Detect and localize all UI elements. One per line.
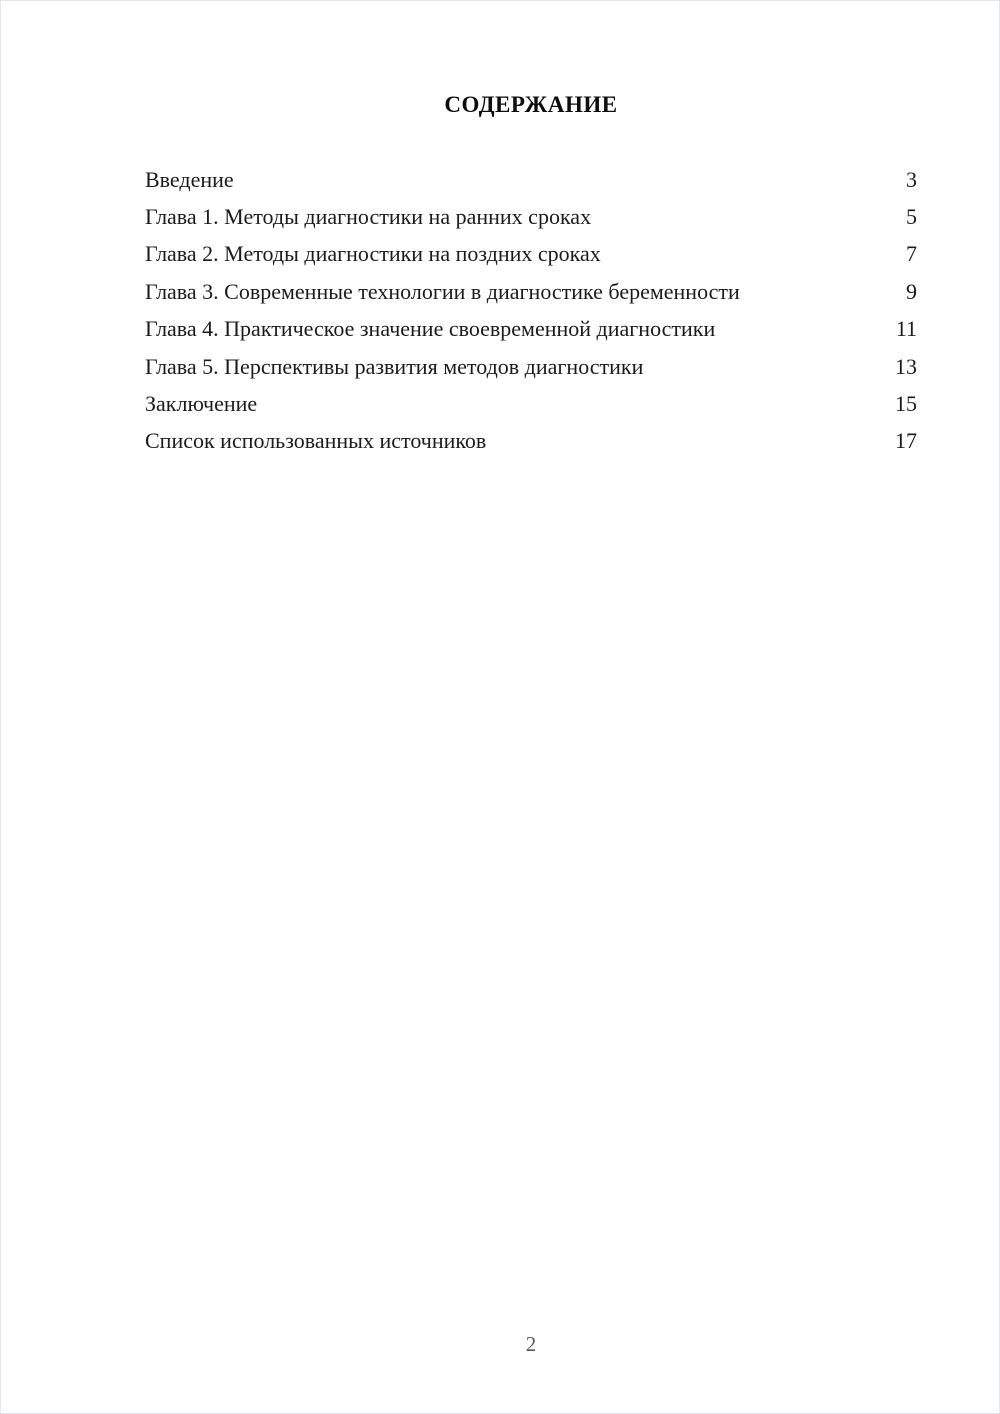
toc-entry-label: Глава 4. Практическое значение своевременной диагностики — [145, 316, 716, 342]
toc-entry-page-number: 3 — [906, 166, 917, 192]
toc-entry-label: Глава 1. Методы диагностики на ранних сроках — [145, 204, 592, 230]
toc-entry-label: Введение — [145, 166, 234, 192]
footer-page-number: 2 — [525, 1332, 537, 1356]
toc-entry — [145, 198, 917, 235]
toc-entry — [145, 273, 917, 310]
toc-entry-page-number: 11 — [895, 316, 917, 342]
toc-entry-page-number: 15 — [895, 391, 917, 417]
page-content — [1, 1, 999, 460]
toc-entry-label: Глава 2. Методы диагностики на поздних сроках — [145, 241, 601, 267]
toc-entry-label: Список использованных источников — [145, 428, 487, 454]
toc-entry — [145, 311, 917, 348]
toc-entry — [145, 236, 917, 273]
toc-entry — [145, 423, 917, 460]
toc-entry-page-number: 5 — [906, 204, 917, 230]
toc-entry-label: Глава 3. Современные технологии в диагностике беременности — [145, 278, 740, 304]
toc-entry-page-number: 9 — [906, 278, 917, 304]
toc-list — [145, 161, 917, 460]
page-title: СОДЕРЖАНИЕ — [444, 92, 618, 117]
toc-entry-label: Заключение — [145, 391, 258, 417]
toc-entry-page-number: 17 — [895, 428, 917, 454]
toc-entry-label: Глава 5. Перспективы развития методов диагностики — [145, 353, 644, 379]
toc-entry — [145, 385, 917, 422]
toc-entry-page-number: 7 — [906, 241, 917, 267]
toc-entry — [145, 161, 917, 198]
toc-entry-page-number: 13 — [895, 353, 917, 379]
toc-entry — [145, 348, 917, 385]
